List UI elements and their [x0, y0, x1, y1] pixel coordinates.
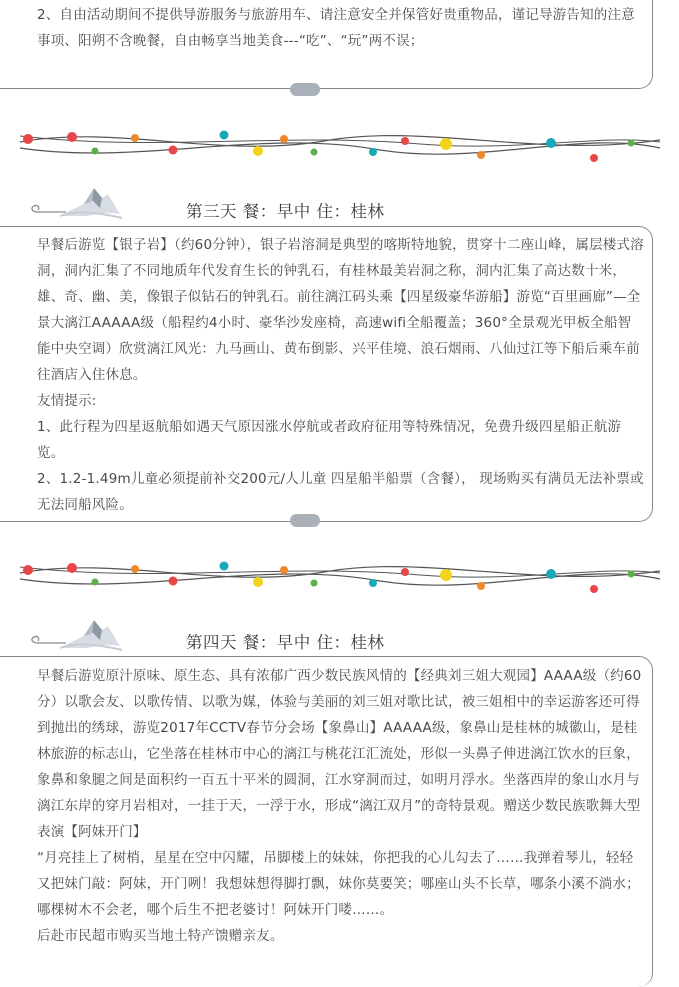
scroll-pill-1	[290, 83, 320, 96]
mountain-icon	[58, 180, 124, 222]
bead	[280, 135, 288, 143]
bead	[169, 146, 178, 155]
bead	[131, 134, 139, 142]
bead	[477, 582, 485, 590]
bead	[220, 562, 229, 571]
bead	[590, 154, 598, 162]
bead	[628, 571, 635, 578]
bead	[590, 585, 598, 593]
bead	[440, 138, 452, 150]
day4-lyrics: “月亮挂上了树梢，星星在空中闪耀，吊脚楼上的妹妹，你把我的心儿勾去了……我弹着琴儿，轻轻又把妹门敲：阿妹，开门咧！我想妹想得脚打飘，妹你莫要笑；哪座山头不长草，哪条小溪不淌水；哪棵树木不会老，哪个后生不把老婆讨！阿妹开门喽……。	[37, 850, 640, 918]
card-hook-icon	[26, 200, 66, 224]
bead	[23, 134, 33, 144]
bead	[131, 565, 139, 573]
day4-body: 早餐后游览原汁原味、原生态、具有浓郁广西少数民族风情的【经典刘三姐大观园】AAAA级（约60分）以歌会友、以歌传情、以歌为媒，体验与美丽的刘三姐对歌比试，被三姐相中的幸运游客还可得到抛出的绣球，游览2017年CCTV春节分会场【象鼻山】AAAAA级，象鼻山是桂林的城徽山，是桂林旅游的标志山，它坐落在桂林市中心的漓江与桃花江汇流处，形似一头鼻子伸进漓江饮水的巨象，象鼻和象腿之间是面积约一百五十平米的圆洞，江水穿洞而过，如明月浮水。坐落西岸的象山水月与漓江东岸的穿月岩相对，一挂于天，一浮于水，形成“漓江双月”的奇特景观。赠送少数民族歌舞大型表演【阿妹开门】	[37, 668, 642, 840]
bead	[369, 579, 377, 587]
day3-tips-label: 友情提示:	[37, 393, 97, 409]
bead	[220, 131, 229, 140]
note-2-text: 2、自由活动期间不提供导游服务与旅游用车、请注意安全并保管好贵重物品，谨记导游告知的注意事项、阳朔不含晚餐，自由畅享当地美食---“吃”、“玩”两不误；	[37, 7, 635, 49]
bead	[92, 148, 99, 155]
bead	[311, 149, 318, 156]
bead	[628, 140, 635, 147]
bead	[67, 563, 77, 573]
bead	[440, 569, 452, 581]
day3-body: 早餐后游览【银子岩】（约60分钟），银子岩溶洞是典型的喀斯特地貌，贯穿十二座山峰，属层楼式溶洞，洞内汇集了不同地质年代发育生长的钟乳石，有桂林最美岩洞之称，洞内汇集了高达数十米，雄、奇、幽、美，像银子似钻石的钟乳石。前往漓江码头乘【四星级豪华游船】游览“百里画廊”—全景大漓江AAAAA级（船程约4小时、豪华沙发座椅，高速wifi全船覆盖；360°全景观光甲板全船智能中央空调）欣赏漓江风光：九马画山、黄布倒影、兴平佳境、浪石烟雨、八仙过江等下船后乘车前往酒店入住休息。	[37, 237, 644, 383]
previous-day-note	[37, 2, 644, 54]
bead	[311, 580, 318, 587]
bead	[401, 137, 409, 145]
day3-tip-1: 1、此行程为四星返航船如遇天气原因涨水停航或者政府征用等特殊情况，免费升级四星船正航游览。	[37, 419, 622, 461]
day3-content	[37, 232, 644, 518]
bead	[477, 151, 485, 159]
bead	[23, 565, 33, 575]
bead	[280, 566, 288, 574]
bead	[253, 146, 263, 156]
bead-string-divider-2	[0, 553, 679, 613]
day3-title: 第三天 餐：早中 住：桂林	[186, 202, 385, 221]
mountain-icon	[58, 612, 124, 654]
bead	[546, 569, 556, 579]
bead	[253, 577, 263, 587]
bead	[67, 132, 77, 142]
bead-string-divider-1	[0, 122, 679, 182]
card-hook-icon	[26, 631, 66, 655]
day3-tip-2: 2、1.2-1.49m儿童必须提前补交200元/人儿童 四星船半船票（含餐）， 现场购买有满员无法补票或无法同船风险。	[37, 471, 644, 513]
scroll-pill-2	[290, 514, 320, 527]
bead	[369, 148, 377, 156]
bead	[546, 138, 556, 148]
bead	[401, 568, 409, 576]
bead	[169, 577, 178, 586]
day4-last: 后赴市民超市购买当地土特产馈赠亲友。	[37, 928, 284, 944]
day4-content	[37, 663, 644, 949]
bead	[92, 579, 99, 586]
day4-title: 第四天 餐：早中 住：桂林	[186, 633, 385, 652]
